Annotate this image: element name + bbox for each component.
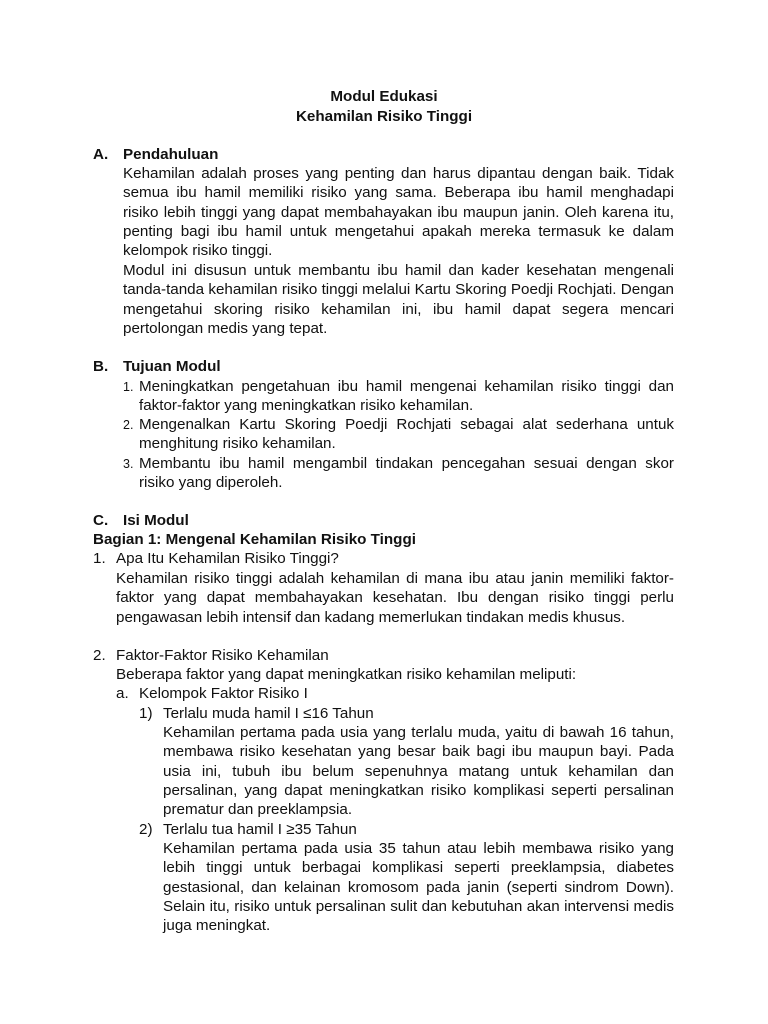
section-b-letter: B.	[93, 358, 109, 375]
question-2-intro: Beberapa faktor yang dapat meningkatkan risiko kehamilan meliputi:	[116, 666, 577, 683]
section-a-paragraph-1: Kehamilan adalah proses yang penting dan harus dipantau dengan baik. Tidak semua ibu hamil memiliki risiko yang sama. Beberapa ibu hamil menghadapi risiko lebih tinggi yang dapat membahayakan ibu maupun janin. Oleh karena itu, penting bagi ibu hamil untuk mengetahui apakah mereka termasuk ke dalam kelompok risiko tinggi.	[123, 165, 674, 260]
objective-number: 1.	[123, 380, 134, 394]
section-a-paragraph-2: Modul ini disusun untuk membantu ibu hamil dan kader kesehatan mengenali tanda-tanda kehamilan risiko tinggi melalui Kartu Skoring Poedji Rochjati. Dengan mengetahui skoring risiko kehamilan ini, ibu hamil dapat segera mencari pertolongan medis yang tepat.	[123, 262, 674, 337]
factor-text: Kehamilan pertama pada usia yang terlalu muda, yaitu di bawah 16 tahun, membawa risiko kesehatan yang besar baik bagi ibu maupun bayi. Pada usia ini, tubuh ibu belum sepenuhnya matang untuk kehamilan dan persalinan, yang dapat meningkatkan risiko komplikasi seperti persalinan prematur dan preeklampsia.	[163, 724, 674, 819]
objective-item	[139, 454, 674, 493]
objective-text: Meningkatkan pengetahuan ibu hamil mengenai kehamilan risiko tinggi dan faktor-faktor yang meningkatkan risiko kehamilan.	[139, 378, 674, 415]
objective-item	[139, 415, 674, 454]
section-b-heading: Tujuan Modul	[123, 358, 221, 375]
question-1-text: Kehamilan risiko tinggi adalah kehamilan di mana ibu atau janin memiliki faktor-faktor yang dapat membahayakan kesehatan. Ibu dengan risiko tinggi perlu pengawasan lebih intensif dan kadang memerlukan tindakan medis khusus.	[116, 570, 674, 626]
factor-text: Kehamilan pertama pada usia 35 tahun atau lebih membawa risiko yang lebih tinggi untuk berbagai komplikasi seperti preeklampsia, diabetes gestasional, dan kelainan kromosom pada janin (seperti sindrom Down). Selain itu, risiko untuk persalinan sulit dan kebutuhan akan intervensi medis juga meningkat.	[163, 840, 674, 935]
factor-number: 2)	[139, 821, 153, 838]
section-a-heading: Pendahuluan	[123, 146, 219, 163]
objective-item	[139, 377, 674, 416]
objective-number: 3.	[123, 457, 134, 471]
question-2-number: 2.	[93, 647, 106, 664]
factor-number: 1)	[139, 705, 153, 722]
objective-number: 2.	[123, 418, 134, 432]
question-1-title: Apa Itu Kehamilan Risiko Tinggi?	[116, 550, 339, 567]
document-subtitle: Kehamilan Risiko Tinggi	[295, 108, 473, 125]
question-1-number: 1.	[93, 550, 106, 567]
part-1-heading: Bagian 1: Mengenal Kehamilan Risiko Tinggi	[93, 531, 416, 548]
group-a-label: a.	[116, 685, 129, 702]
section-a-letter: A.	[93, 146, 109, 163]
objective-text: Membantu ibu hamil mengambil tindakan pencegahan sesuai dengan skor risiko yang diperoleh.	[139, 455, 674, 492]
objective-text: Mengenalkan Kartu Skoring Poedji Rochjati sebagai alat sederhana untuk menghitung risiko kehamilan.	[139, 416, 674, 453]
group-a-title: Kelompok Faktor Risiko I	[139, 685, 308, 702]
section-c-letter: C.	[93, 512, 109, 529]
question-2-title: Faktor-Faktor Risiko Kehamilan	[116, 647, 329, 664]
factor-title: Terlalu muda hamil I ≤16 Tahun	[163, 705, 374, 722]
document-title: Modul Edukasi	[330, 88, 438, 105]
factor-title: Terlalu tua hamil I ≥35 Tahun	[163, 821, 357, 838]
section-c-heading: Isi Modul	[123, 512, 189, 529]
